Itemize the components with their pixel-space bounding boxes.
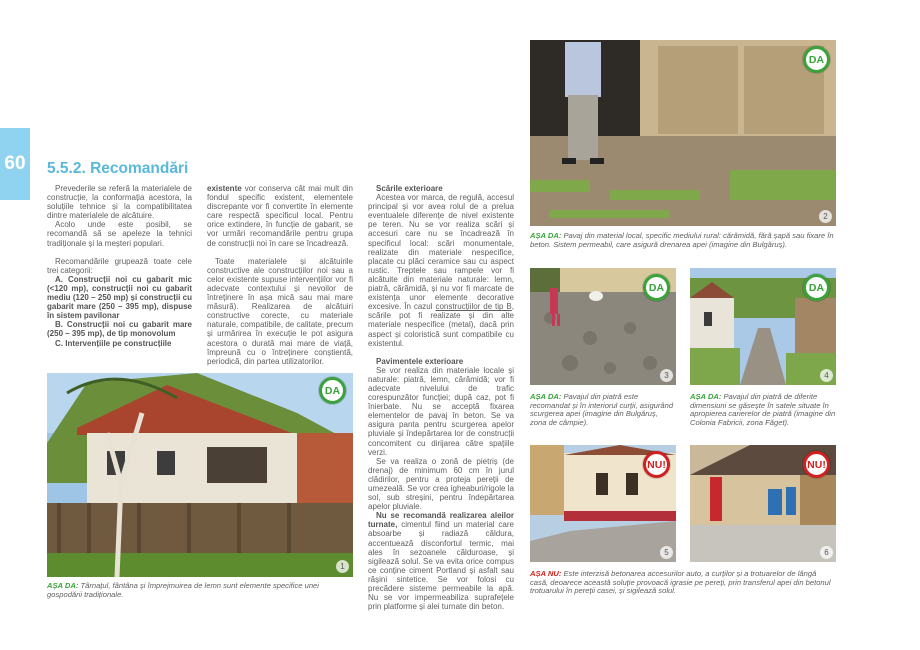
- paragraph: Recomandările grupează toate cele trei categorii:: [47, 256, 192, 275]
- category-c: [47, 339, 192, 348]
- photo-stone-courtyard: [530, 268, 676, 385]
- category-a-text: A. Construcții noi cu gabarit mic (<120 mp), construcții noi cu gabarit mediu (120 – 250 mp) și construcții cu gabarit mare (250 – 395 mp), dispuse în sistem pavilonar: [47, 274, 192, 321]
- text-column-3: [368, 184, 514, 611]
- paragraph-text: cimentul fiind un material care absoarbe și radiază căldura, accentuează disconfortul termic, mai ales în sezoanele călduroase, și sigilează solul. Se va evita orice compus ce conține ciment Portland și asfalt sau rășini sintetice. Se vor folosi cu precădere sisteme permeabile la apă. Nu se vor impermeabiliza suprafețele prin platforme și alei turnate din beton.: [368, 520, 514, 612]
- nu-badge: NU!: [803, 451, 830, 478]
- paragraph-text: Acestea vor marca, de regulă, accesul principal și vor avea rolul de a prelua eventualele diferențe de nivel existente pe teren. Nu se vor realiza scări și accesuri care nu se încadrează în specificul local: scări monumentale, realizate din materiale nespecifice, placate cu plăci ceramice sau cu aspect rustic. Treptele sau rampele vor fi alcătuite din materiale naturale: lemn, piatră, cărămidă, și nu vor fi marcate de existența unor elemente decorative excesive. În cazul: [368, 193, 514, 312]
- subheading-pavements: Pavimentele exterioare: [376, 356, 464, 366]
- caption-label: AȘA DA:: [530, 392, 562, 401]
- caption-label: AȘA DA:: [690, 392, 722, 401]
- caption-text: Târnațul, fântâna și împrejmuirea de lemn sunt elemente specifice unei gospodării tradiționale.: [47, 581, 319, 599]
- photo-number: 6: [820, 546, 833, 559]
- bold-text: Nu se recomandă realizarea aleilor turnate,: [368, 511, 514, 530]
- da-badge: DA: [803, 274, 830, 301]
- photo-brick-paving: [530, 40, 836, 226]
- photo-number: 4: [820, 369, 833, 382]
- page-number-tab: 60: [0, 128, 30, 200]
- subheading-stairs: Scările exterioare: [376, 184, 443, 193]
- paragraph-text: vor conserva cât mai mult din fondul specific existent, elementele discrepante vor fi convertite în elemente care respectă specificul local. Pentru orice extindere, în funcție de gabarit, se vor urmări recomandările pentru grupa de construcții noi în care se încadrează.: [207, 184, 353, 248]
- bold-text: existente: [207, 184, 242, 193]
- photo-number: 2: [819, 210, 832, 223]
- photo-stone-village-street: [690, 268, 836, 385]
- photo-number: 5: [660, 546, 673, 559]
- paragraph: Toate materialele și alcătuirile constructive ale construcțiilor noi sau a celor existente supuse intervențiilor vor fi adecvate contextului și nevoilor de întreținere în așa mică sau mai mare măsură). Realizarea de alcătuiri constructive corecte, cu materiale naturale, compatibile, de calitate, precum și urmărirea în execuție le pot asigura acestora o durată mai mare de viață, împreună cu o întreținere conștientă, periodică, din partea utilizatorilor.: [207, 256, 353, 366]
- paving-illustration: [530, 40, 836, 226]
- photo-number: 3: [660, 369, 673, 382]
- da-badge: DA: [319, 377, 346, 404]
- paragraph: [368, 193, 514, 348]
- paragraph: Prevederile se referă la materialele de construcție, la conformația acestora, la soluțiile tehnice și la compatibilitatea dintre materialele de alcătuire.: [47, 184, 192, 221]
- link-constructions-b[interactable]: construcțiilor de tip B: [435, 302, 512, 312]
- category-b-text: B. Construcții noi cu gabarit mare (250 – 395 mp), de tip monovolum: [47, 320, 192, 339]
- paragraph: Se va realiza o zonă de pietriș (de drenaj) de minimum 60 cm în jurul clădirilor, pentru a proteja pereții de umezeală. Se vor crea igheaburi/rigole la sol, sub streșini, pentru îndepărtarea apelor pluviale.: [368, 456, 514, 512]
- category-a: [47, 275, 192, 320]
- caption-1: [47, 582, 353, 599]
- caption-label: AȘA DA:: [47, 581, 79, 590]
- photo-concrete-house-front: [530, 445, 676, 562]
- text-column-2: [207, 184, 353, 366]
- nu-badge: NU!: [643, 451, 670, 478]
- photo-traditional-house: [47, 373, 353, 577]
- caption-text: Pavajul din piatră de diferite dimensiuni se găsește în satele situate în apropierea carierelor de piatră (imagine din Colonia Fabricii, zona Făget).: [690, 392, 836, 427]
- caption-label: AȘA NU:: [530, 569, 562, 578]
- photo-number: 1: [336, 560, 349, 573]
- paragraph-text: , scările pot fi realizate și din alte materiale nespecifice (metal), dacă prin aspect și coloristică sunt compatibile cu existentul.: [368, 302, 514, 348]
- caption-2: [530, 232, 836, 249]
- paragraph: [207, 184, 353, 248]
- caption-text: Pavaj din material local, specific mediului rural: cărămidă, fără șapă sau fixare în beton. Sistem permeabil, care asigură drenarea apei (imagine din Bulgăruș).: [530, 231, 834, 249]
- caption-text: Este interzisă betonarea accesurilor auto, a curților și a trotuarelor de lângă casă, deoarece această soluție provoacă igrasie pe pereți, prin transferul apei din betonul trotuarului în pereții casei, și sigilează solul.: [530, 569, 831, 596]
- caption-text: Pavajul din piatră este recomandat și în interiorul curții, asigurând scurgerea apei (imagine din Bulgăruș, zona de câmpie).: [530, 392, 674, 427]
- da-badge: DA: [803, 46, 830, 73]
- photo-concrete-courtyard: [690, 445, 836, 562]
- caption-3: [530, 393, 676, 427]
- caption-4: [690, 393, 836, 427]
- category-b: [47, 320, 192, 338]
- house-illustration: [47, 373, 353, 577]
- caption-label: AȘA DA:: [530, 231, 562, 240]
- paragraph: Se vor realiza din materiale locale și naturale: piatră, lemn, cărămidă; vor fi adecvate nivelului de trafic corespunzător funcției; după caz, pot fi înierbate. Nu se acceptă fixarea elementelor de pavaj în beton. Se va asigura panta pentru scurgerea apelor pluviale și îndepărtarea lor de construcții concomitent cu dirijarea către spațiile verzi.: [368, 365, 514, 457]
- da-badge: DA: [643, 274, 670, 301]
- paragraph: Acolo unde este posibil, se recomandă să se apeleze la tehnici tradiționale și la meșteri populari.: [47, 220, 192, 248]
- text-column-1: [47, 184, 192, 348]
- caption-5: [530, 570, 836, 596]
- section-title: 5.5.2. Recomandări: [47, 160, 189, 177]
- category-c-text: C. Intervențiile pe construcțiile: [55, 338, 172, 348]
- paragraph: [368, 511, 514, 611]
